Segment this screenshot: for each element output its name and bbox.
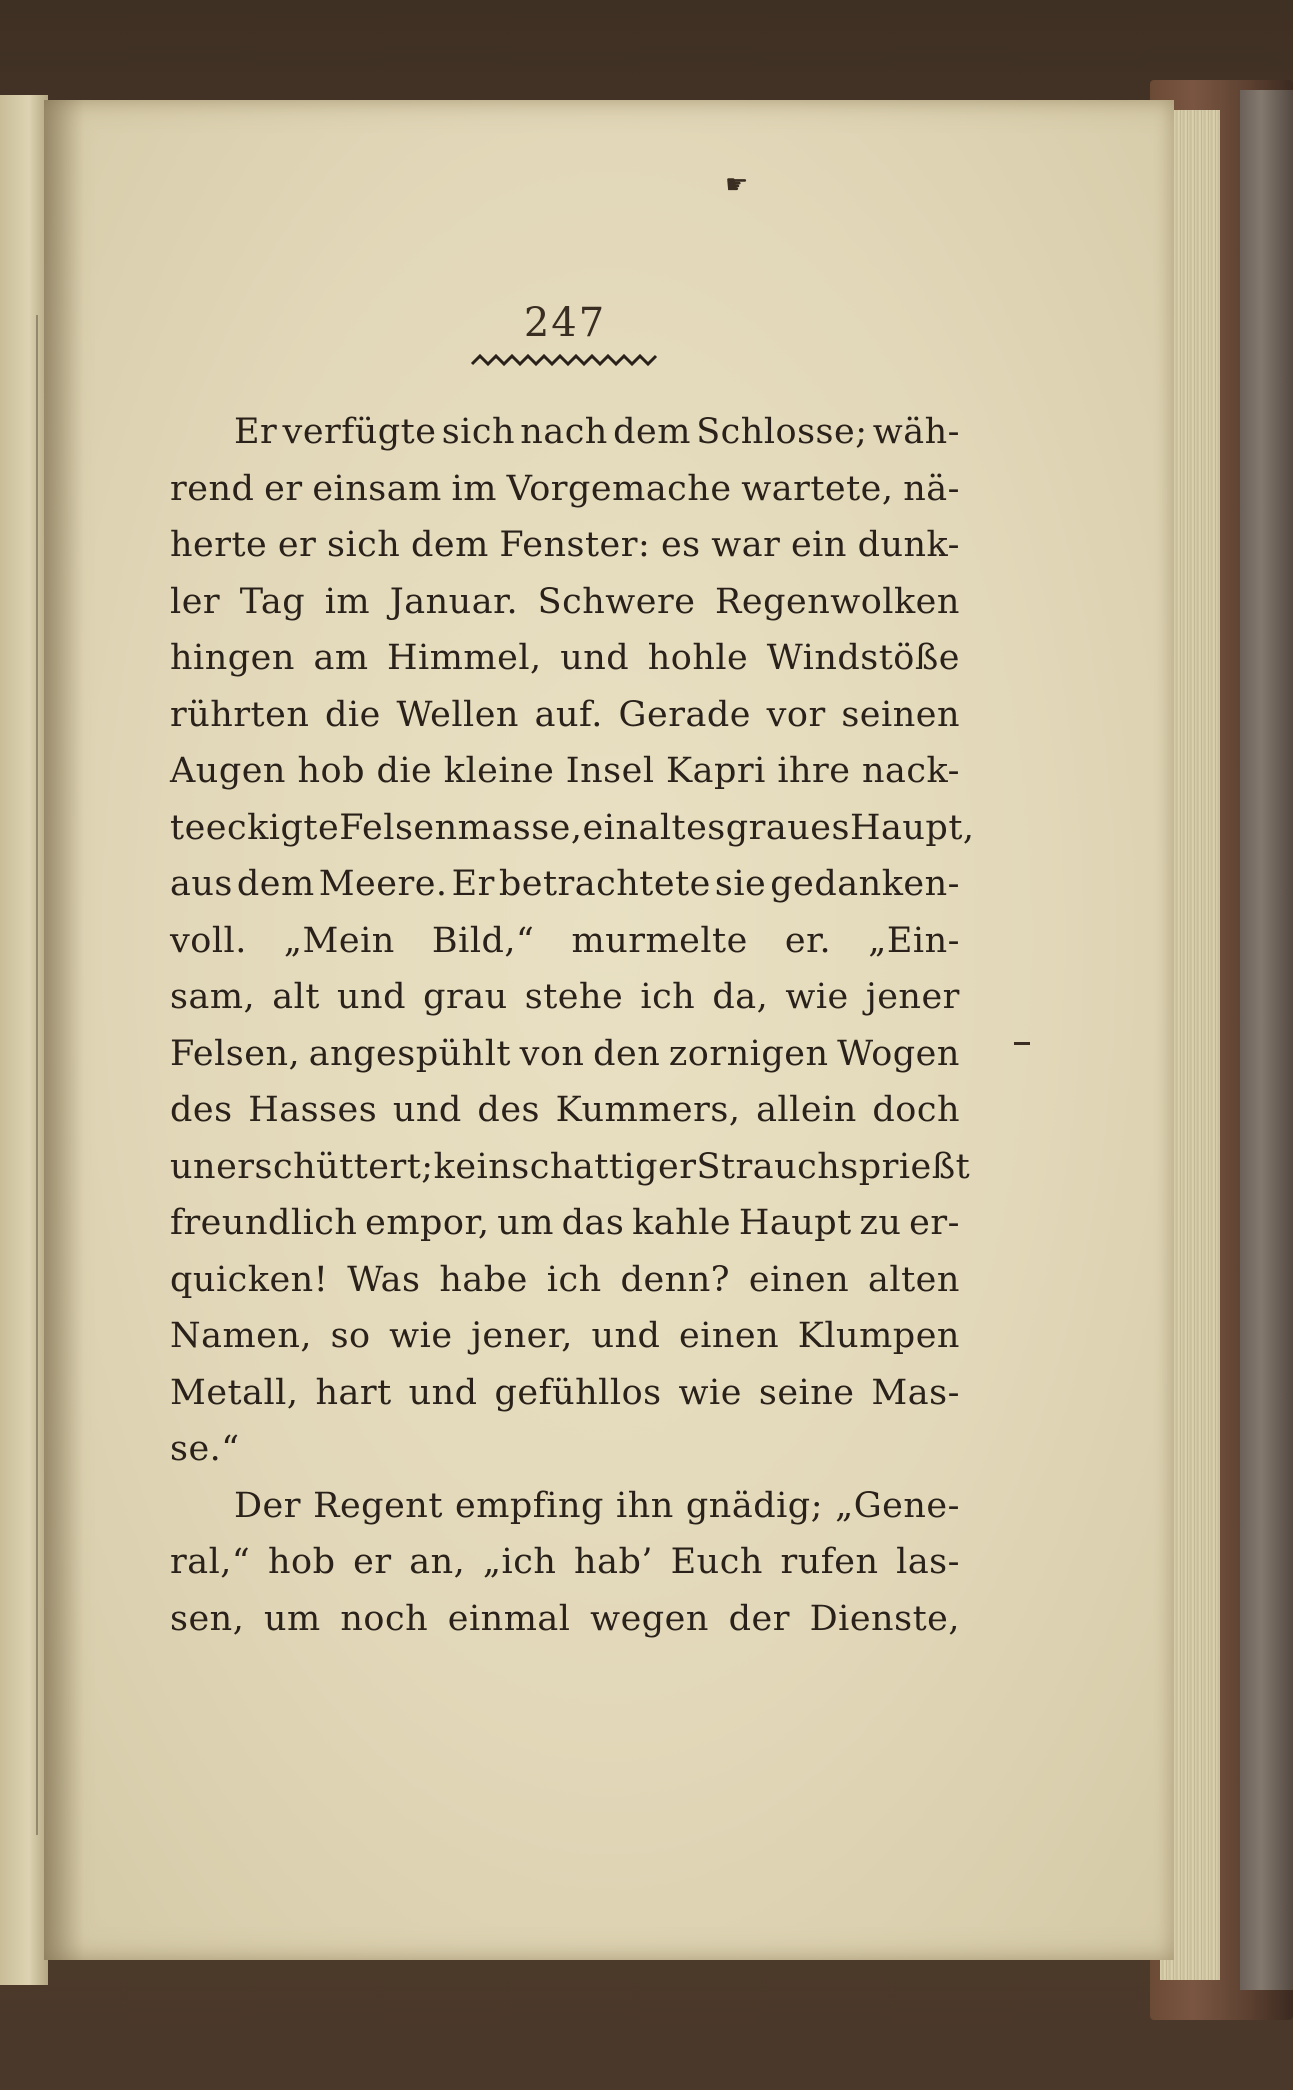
word: vor xyxy=(766,694,826,735)
word: und xyxy=(337,977,407,1017)
text-line xyxy=(170,1082,960,1139)
word: er xyxy=(277,525,317,565)
word: sich xyxy=(327,525,401,565)
word: im xyxy=(451,468,497,509)
page-content xyxy=(170,150,975,1647)
word: empor, xyxy=(365,1203,490,1243)
word: eckigte xyxy=(205,807,340,848)
word: hob xyxy=(297,751,365,791)
word: Tag xyxy=(239,581,306,622)
word: Kapri xyxy=(666,751,766,791)
word: des xyxy=(477,1090,541,1130)
text-line xyxy=(170,630,960,687)
word: ler xyxy=(170,581,221,622)
text-line xyxy=(170,1195,960,1252)
gutter-shadow xyxy=(44,100,84,1960)
word: nach xyxy=(520,412,608,452)
word: Haupt xyxy=(738,1203,852,1243)
text-line xyxy=(170,856,960,913)
word: Er xyxy=(234,412,278,452)
word: den xyxy=(593,1033,661,1074)
word: Der xyxy=(234,1485,302,1526)
text-line xyxy=(170,1308,960,1365)
word: allein xyxy=(756,1090,857,1130)
word: se.“ xyxy=(170,1429,240,1469)
word: Wogen xyxy=(837,1033,960,1074)
word: denn? xyxy=(620,1259,731,1300)
text-line xyxy=(170,461,960,518)
word: jener, xyxy=(471,1316,573,1356)
word: hingen xyxy=(170,638,295,678)
word: „Mein xyxy=(283,920,395,961)
word: so xyxy=(330,1316,371,1356)
word: und xyxy=(408,1372,478,1413)
word: von xyxy=(519,1033,585,1074)
word: Meere. xyxy=(318,864,448,904)
page-number: 247 xyxy=(523,300,607,346)
facing-page-rule xyxy=(36,315,38,1835)
word: voll. xyxy=(170,920,247,961)
word: Augen xyxy=(170,751,286,791)
word: Er xyxy=(451,864,495,904)
word: dem xyxy=(613,412,691,452)
word: ich xyxy=(546,1259,602,1300)
word: Haupt, xyxy=(849,807,975,848)
word: dunk- xyxy=(857,525,960,565)
word: hart xyxy=(315,1372,392,1413)
word: die xyxy=(376,751,433,791)
text-line xyxy=(170,969,960,1026)
word: unerschüttert; xyxy=(170,1146,434,1187)
word: Regenwolken xyxy=(715,581,960,622)
word: der xyxy=(728,1598,790,1639)
word: schattiger xyxy=(511,1146,697,1187)
word: jener xyxy=(865,977,960,1017)
word: kahle xyxy=(632,1203,732,1243)
word: Metall, xyxy=(170,1372,299,1413)
text-line xyxy=(170,1026,960,1083)
word: alt xyxy=(272,977,320,1017)
facing-page-edge xyxy=(0,95,48,1985)
word: hab’ xyxy=(574,1542,653,1582)
text-line xyxy=(170,913,960,970)
text-line xyxy=(170,404,960,461)
word: Namen, xyxy=(170,1316,313,1356)
word: er. xyxy=(784,920,832,961)
word: Januar. xyxy=(389,581,519,622)
word: „Ein- xyxy=(868,920,960,961)
text-line xyxy=(170,1478,960,1535)
word: war xyxy=(711,525,781,565)
word: einen xyxy=(678,1316,780,1356)
word: Schlosse; xyxy=(696,412,868,452)
word: Windstöße xyxy=(766,638,960,678)
ornament-rule xyxy=(470,352,660,368)
word: seinen xyxy=(841,694,960,735)
word: murmelte xyxy=(571,920,748,961)
word: ein xyxy=(790,525,847,565)
word: Hasses xyxy=(248,1090,378,1130)
word: wie xyxy=(389,1316,453,1356)
word: alten xyxy=(868,1259,960,1300)
word: wegen xyxy=(590,1598,709,1639)
word: und xyxy=(560,638,630,678)
word: an, xyxy=(409,1542,466,1582)
word: Felsenmasse, xyxy=(339,807,583,848)
word: wie xyxy=(785,977,849,1017)
word: rufen xyxy=(780,1542,879,1582)
word: gedanken- xyxy=(770,864,960,904)
word: um xyxy=(263,1598,321,1639)
word: und xyxy=(591,1316,661,1356)
text-line xyxy=(170,574,960,631)
corner-mark: ☛ xyxy=(725,170,749,200)
word: wartete, xyxy=(741,468,894,509)
word: einsam xyxy=(312,468,442,509)
word: herte xyxy=(170,525,268,565)
text-line xyxy=(170,1252,960,1309)
word: doch xyxy=(872,1090,960,1130)
text-line xyxy=(170,1591,960,1648)
word: nack- xyxy=(861,751,960,791)
word: am xyxy=(313,638,369,678)
word: das xyxy=(561,1203,625,1243)
word: hohle xyxy=(647,638,749,678)
word: zornigen xyxy=(668,1033,829,1074)
margin-mark xyxy=(1014,1042,1030,1045)
word: wäh- xyxy=(872,412,960,452)
word: „ich xyxy=(482,1542,557,1582)
word: es xyxy=(660,525,701,565)
word: einmal xyxy=(447,1598,571,1639)
text-line xyxy=(170,1421,960,1478)
word: gefühllos xyxy=(494,1372,662,1413)
word: aus xyxy=(170,864,233,904)
word: Kummers, xyxy=(555,1090,741,1130)
word: sie xyxy=(714,864,767,904)
word: Euch xyxy=(670,1542,763,1582)
word: er xyxy=(353,1542,392,1582)
word: im xyxy=(324,581,371,622)
word: Himmel, xyxy=(387,638,542,678)
word: seine xyxy=(758,1372,855,1413)
text-line xyxy=(170,800,975,857)
word: ein xyxy=(582,807,639,848)
word: quicken! xyxy=(170,1259,329,1300)
word: gnädig; xyxy=(685,1485,823,1526)
word: dem xyxy=(410,525,489,565)
text-block xyxy=(170,404,975,1647)
word: empfing xyxy=(455,1485,604,1526)
word: des xyxy=(170,1090,233,1130)
word: Wellen xyxy=(396,694,519,735)
word: hob xyxy=(267,1542,336,1582)
word: habe xyxy=(439,1259,528,1300)
word: da, xyxy=(712,977,769,1017)
word: freundlich xyxy=(170,1203,358,1243)
word: ihre xyxy=(777,751,851,791)
word: kein xyxy=(433,1146,512,1187)
word: ral,“ xyxy=(170,1542,251,1582)
word: betrachtete xyxy=(498,864,711,904)
word: Gerade xyxy=(618,694,751,735)
word: dem xyxy=(236,864,315,904)
word: noch xyxy=(340,1598,429,1639)
text-line xyxy=(170,517,960,574)
word: graues xyxy=(725,807,850,848)
word: sprießt xyxy=(840,1146,971,1187)
word: Vorgemache xyxy=(506,468,732,509)
word: altes xyxy=(638,807,726,848)
word: verfügte xyxy=(282,412,437,452)
word: Schwere xyxy=(537,581,696,622)
word: Mas- xyxy=(871,1372,960,1413)
word: zu xyxy=(859,1203,902,1243)
word: einen xyxy=(748,1259,850,1300)
word: Strauch xyxy=(696,1146,841,1187)
word: ihn xyxy=(616,1485,674,1526)
word: grau xyxy=(423,977,508,1017)
word: sen, xyxy=(170,1598,245,1639)
word: wie xyxy=(678,1372,742,1413)
word: Insel xyxy=(565,751,655,791)
text-line xyxy=(170,1365,960,1422)
word: las- xyxy=(896,1542,960,1582)
word: die xyxy=(325,694,381,735)
word: sich xyxy=(441,412,516,452)
word: Bild,“ xyxy=(431,920,535,961)
word: angespühlt xyxy=(308,1033,511,1074)
text-line xyxy=(170,1534,960,1591)
word: te xyxy=(170,807,206,848)
word: ich xyxy=(640,977,696,1017)
word: kleine xyxy=(443,751,555,791)
text-line xyxy=(170,687,960,744)
word: Fenster: xyxy=(499,525,651,565)
text-line xyxy=(170,743,960,800)
word: um xyxy=(497,1203,554,1243)
text-line xyxy=(170,1139,971,1196)
word: Was xyxy=(347,1259,421,1300)
cover-edge xyxy=(1240,90,1293,1990)
word: Dienste, xyxy=(809,1598,960,1639)
word: nä- xyxy=(903,468,960,509)
word: Felsen, xyxy=(170,1033,301,1074)
word: auf. xyxy=(534,694,603,735)
word: er xyxy=(264,468,303,509)
word: „Gene- xyxy=(835,1485,960,1526)
word: Klumpen xyxy=(797,1316,960,1356)
word: er- xyxy=(909,1203,960,1243)
word: sam, xyxy=(170,977,256,1017)
word: und xyxy=(392,1090,462,1130)
word: rührten xyxy=(170,694,310,735)
word: stehe xyxy=(524,977,624,1017)
word: rend xyxy=(170,468,255,509)
word: Regent xyxy=(313,1485,443,1526)
